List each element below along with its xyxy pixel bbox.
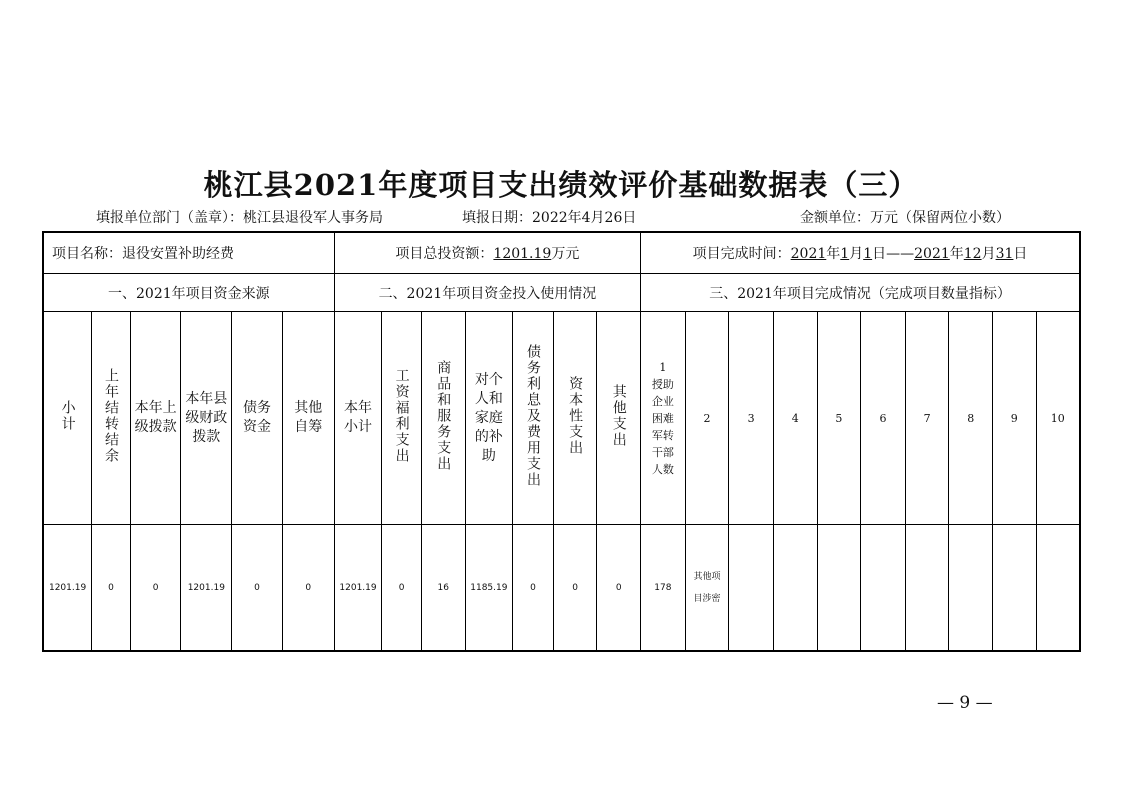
value-cell [1036, 525, 1080, 652]
header-completion-9: 9 [993, 312, 1037, 525]
header-subtotal [43, 312, 92, 525]
value-cell: 1201.19 [43, 525, 92, 652]
month-char: 月 [981, 246, 996, 262]
header-upper-allocation [130, 312, 181, 525]
value-cell: 0 [597, 525, 641, 652]
page-number: — 9 — [937, 693, 993, 713]
total-investment-cell [334, 232, 640, 274]
header-debt-funds [232, 312, 283, 525]
end-month: 12 [963, 246, 982, 262]
investment-value: 1201.19 [493, 246, 552, 262]
header-label: 对个人和家庭的补助 [474, 371, 503, 464]
value-cell [949, 525, 993, 652]
value-cell [993, 525, 1037, 652]
header-completion-5: 5 [817, 312, 861, 525]
header-completion-1 [641, 312, 686, 525]
header-label: 工资福利支出 [393, 368, 410, 464]
project-name-cell [43, 232, 334, 274]
header-label: 其他支出 [610, 384, 627, 448]
range-dash: —— [886, 246, 915, 262]
project-name-label: 项目名称： [52, 246, 122, 262]
header-completion-8: 8 [949, 312, 993, 525]
year-char: 年 [826, 246, 841, 262]
header-capital [553, 312, 597, 525]
header-prior-balance [92, 312, 131, 525]
value-cell: 16 [421, 525, 465, 652]
header-completion-10: 10 [1036, 312, 1080, 525]
day-char: 日 [872, 246, 887, 262]
header-county-allocation [181, 312, 232, 525]
year-char: 年 [949, 246, 964, 262]
value-cell [773, 525, 817, 652]
day-char: 日 [1013, 246, 1028, 262]
value-cell: 1201.19 [181, 525, 232, 652]
value-cell: 1185.19 [465, 525, 513, 652]
value-cell: 0 [553, 525, 597, 652]
value-cell: 1201.19 [334, 525, 382, 652]
value-cell: 0 [382, 525, 422, 652]
reporting-unit: 填报单位部门（盖章）：桃江县退役军人事务局 [96, 210, 383, 226]
header-other-expense [597, 312, 641, 525]
section-funding-use: 二、2021年项目资金投入使用情况 [334, 274, 640, 312]
value-cell [729, 525, 774, 652]
section-funding-source: 一、2021年项目资金来源 [43, 274, 334, 312]
header-completion-3: 3 [729, 312, 774, 525]
start-year: 2021 [790, 246, 827, 262]
completion-time-cell [641, 232, 1080, 274]
header-label: 资本性支出 [567, 376, 584, 456]
performance-data-table [42, 231, 1081, 652]
value-cell: 178 [641, 525, 686, 652]
start-month: 1 [840, 246, 850, 262]
reporting-date: 填报日期：2022年4月26日 [462, 210, 637, 226]
header-label: 债务资金 [243, 400, 272, 435]
amount-unit: 金额单位：万元（保留两位小数） [800, 210, 1010, 226]
value-cell [905, 525, 949, 652]
start-day: 1 [863, 246, 873, 262]
value-cell [861, 525, 906, 652]
header-label: 授助企业困难军转干部人数 [651, 377, 674, 476]
header-label: 小计 [59, 400, 76, 432]
header-label: 本年上级拨款 [134, 400, 177, 435]
value-cell: 0 [513, 525, 554, 652]
value-cell [817, 525, 861, 652]
value-cell: 0 [232, 525, 283, 652]
completion-index: 1 [659, 360, 667, 374]
investment-label: 项目总投资额： [395, 246, 494, 262]
header-personal-subsidy [465, 312, 513, 525]
value-cell: 0 [282, 525, 334, 652]
header-year-subtotal [334, 312, 382, 525]
header-label: 上年结转结余 [102, 368, 119, 464]
section-completion: 三、2021年项目完成情况（完成项目数量指标） [641, 274, 1080, 312]
project-name: 退役安置补助经费 [122, 246, 234, 262]
header-salary [382, 312, 422, 525]
value-cell: 0 [130, 525, 181, 652]
end-year: 2021 [914, 246, 950, 262]
header-label: 本年小计 [344, 400, 373, 435]
value-cell [685, 525, 729, 652]
value-cell: 0 [92, 525, 131, 652]
header-self-raised [282, 312, 334, 525]
header-goods-services [421, 312, 465, 525]
month-char: 月 [849, 246, 864, 262]
header-label: 债务利息及费用支出 [524, 344, 541, 488]
header-label: 商品和服务支出 [435, 360, 452, 472]
completion-note: 其他项目涉密 [693, 571, 721, 604]
investment-unit: 万元 [551, 246, 580, 262]
header-label: 本年县级财政拨款 [185, 390, 228, 445]
completion-label: 项目完成时间： [692, 246, 791, 262]
header-completion-4: 4 [773, 312, 817, 525]
header-label: 其他自筹 [294, 400, 323, 435]
header-completion-7: 7 [905, 312, 949, 525]
end-day: 31 [995, 246, 1014, 262]
header-completion-6: 6 [861, 312, 906, 525]
header-debt-interest [513, 312, 554, 525]
page-title: 桃江县2021年度项目支出绩效评价基础数据表（三） [203, 168, 919, 202]
header-completion-2: 2 [685, 312, 729, 525]
